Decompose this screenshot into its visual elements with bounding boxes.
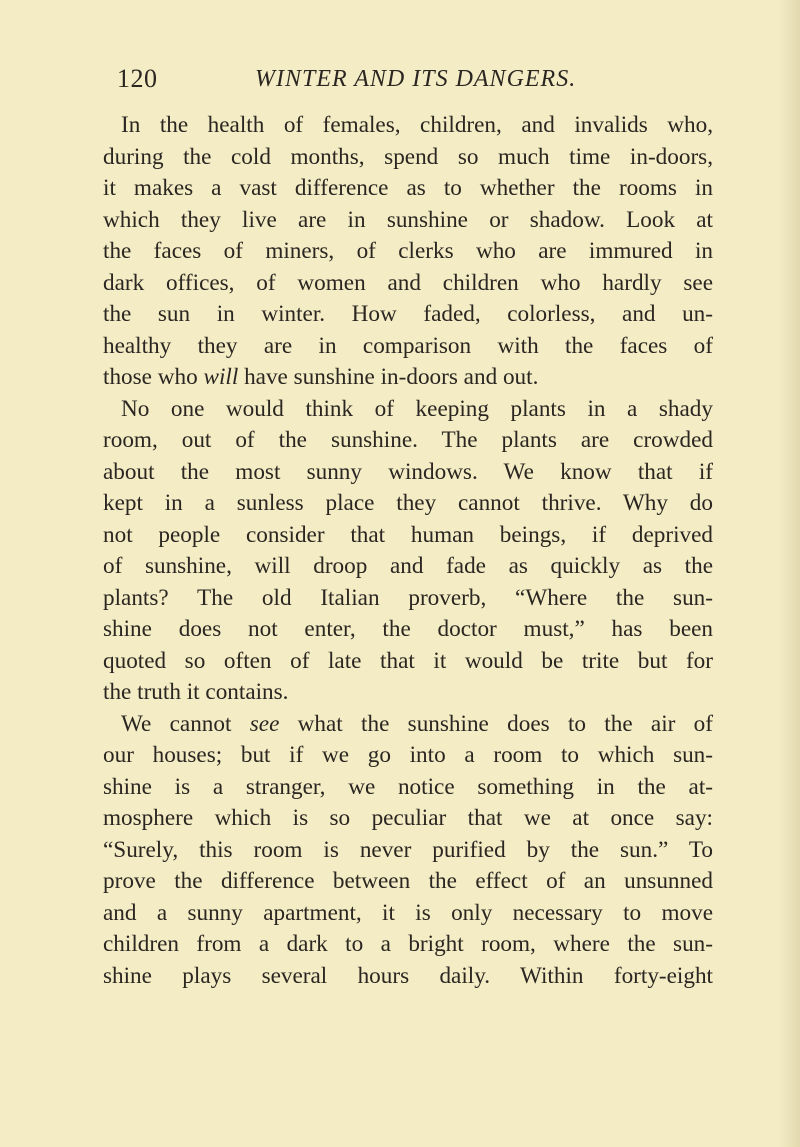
text-line: plants? The old Italian proverb, “Where the sun- [103, 584, 713, 611]
text-run: We cannot [121, 710, 250, 737]
text-run: what the sunshine does to the air of [279, 710, 713, 737]
text-line: children from a dark to a bright room, where the sun- [103, 931, 713, 957]
text-line: the truth it contains. [103, 679, 289, 705]
text-run: have sunshine in-doors and out. [238, 364, 539, 390]
text-line: In the health of females, children, and invalids who, [121, 112, 713, 138]
text-line: quoted so often of late that it would be trite but for [103, 647, 713, 674]
text-line: and a sunny apartment, it is only necessary to move [103, 899, 713, 926]
text-line: it makes a vast difference as to whether the rooms in [103, 175, 713, 201]
running-title: WINTER AND ITS DANGERS. [255, 66, 577, 92]
text-line: No one would think of keeping plants in a shady [121, 395, 713, 422]
text-line [103, 709, 713, 741]
page-number: 120 [117, 64, 158, 93]
page-edge-shadow [778, 0, 800, 1147]
text-line: not people consider that human beings, if deprived [103, 521, 713, 548]
paragraph-3 [103, 709, 713, 993]
text-line: shine is a stranger, we notice something in the at- [103, 773, 713, 800]
book-page [103, 56, 713, 992]
text-line: the sun in winter. How faded, colorless, and un- [103, 301, 713, 327]
text-line: during the cold months, spend so much time in-doors, [103, 143, 713, 170]
text-line: healthy they are in comparison with the faces of [103, 332, 713, 359]
text-line: mosphere which is so peculiar that we at once say: [103, 805, 713, 831]
text-line: which they live are in sunshine or shadow. Look at [103, 206, 713, 233]
text-line: room, out of the sunshine. The plants are crowded [103, 427, 713, 453]
text-line: dark offices, of women and children who hardly see [103, 269, 713, 296]
emphasis-see: see [249, 710, 280, 737]
body-text [103, 110, 713, 992]
paragraph-2 [103, 394, 713, 709]
running-head [103, 56, 713, 100]
text-line: the faces of miners, of clerks who are immured in [103, 238, 713, 264]
text-line: shine does not enter, the doctor must,” has been [103, 616, 713, 642]
paragraph-1 [103, 110, 713, 394]
text-line: our houses; but if we go into a room to which sun- [103, 742, 713, 768]
text-line: about the most sunny windows. We know that if [103, 458, 713, 485]
text-line: of sunshine, will droop and fade as quickly as the [103, 553, 713, 579]
text-line: prove the difference between the effect of an unsunned [103, 868, 713, 894]
text-run: those who [103, 364, 204, 390]
text-line: “Surely, this room is never purified by the sun.” To [103, 836, 713, 863]
text-line [103, 362, 713, 394]
text-line: kept in a sunless place they cannot thrive. Why do [103, 490, 713, 516]
text-line: shine plays several hours daily. Within forty-eight [103, 962, 713, 989]
emphasis-will: will [203, 364, 239, 390]
